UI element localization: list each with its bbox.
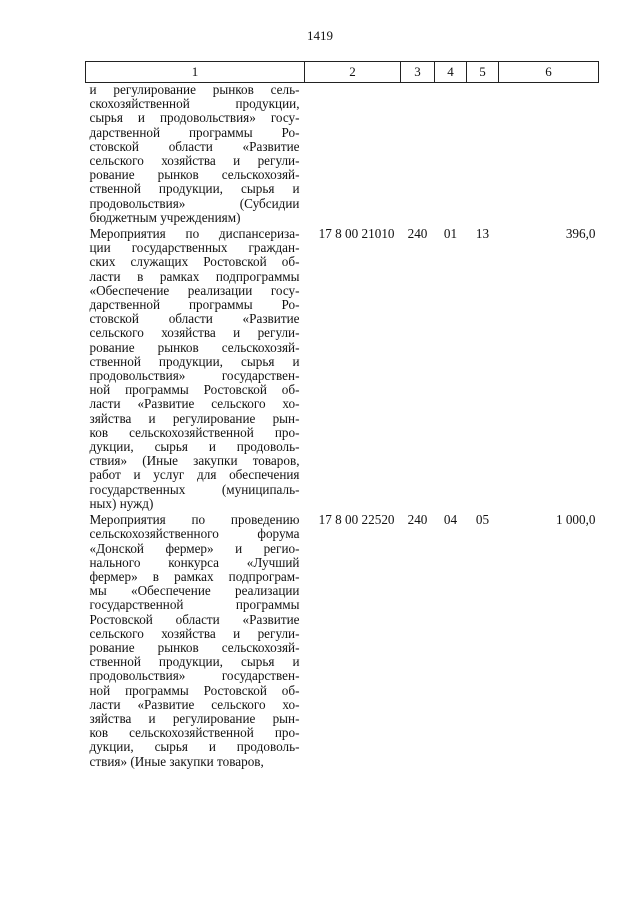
- row-description: [86, 513, 305, 771]
- amount-value: 1 000,0: [555, 512, 596, 528]
- description-line: рование рынков сельскохозяй-: [89, 167, 300, 183]
- description-line: Ростовской области «Развитие: [89, 611, 300, 627]
- description-line: фермер» в рамках подпрограм-: [89, 568, 300, 584]
- description-line: Мероприятия по диспансеризa-: [89, 226, 300, 242]
- subsection-code: [467, 83, 499, 228]
- amount-value: [499, 83, 599, 228]
- description-line: ственной продукции, сырья и: [89, 181, 300, 197]
- description-line: ной программы Ростовской об-: [89, 682, 300, 698]
- description-line: и регулирование рынков сель-: [89, 82, 300, 97]
- section-code: [435, 83, 467, 228]
- description-line: зяйства и регулирование рын-: [89, 410, 300, 426]
- description-line: работ и услуг для обеспечения: [89, 467, 300, 483]
- description-line: стовской области «Развитие: [89, 138, 300, 154]
- description-line: ских служащих Ростовской об-: [89, 254, 300, 270]
- description-line: ных) нужд): [89, 495, 154, 511]
- column-header-4: 4: [435, 62, 467, 83]
- description-line: ствия» (Иные закупки товаров,: [89, 453, 300, 469]
- description-line: Мероприятия по проведению: [89, 512, 300, 528]
- description-line: сельскохозяйственного форума: [89, 526, 300, 542]
- target-article-code: 17 8 00 21010: [318, 226, 395, 242]
- section-code: 04: [443, 512, 458, 528]
- description-line: сельского хозяйства и регули-: [89, 625, 300, 641]
- description-line: сельского хозяйства и регули-: [89, 153, 300, 169]
- description-line: ласти в рамках подпрограммы: [89, 268, 300, 284]
- description-line: бюджетным учреждениям): [89, 209, 241, 225]
- expense-type-code: [401, 83, 435, 228]
- table-row: [86, 513, 599, 771]
- budget-table: [85, 61, 599, 771]
- target-article-code: 17 8 00 22520: [318, 512, 395, 528]
- column-header-3: 3: [401, 62, 435, 83]
- subsection-code: 13: [475, 226, 490, 242]
- description-line: рование рынков сельскохозяй-: [89, 339, 300, 355]
- description-line: сырья и продовольствия» госу-: [89, 110, 300, 126]
- description-line: ков сельскохозяйственной про-: [89, 725, 300, 741]
- table-body: [86, 83, 599, 771]
- column-header-1: 1: [86, 62, 305, 83]
- description-line: стовской области «Развитие: [89, 311, 300, 327]
- description-line: нального конкурса «Лучший: [89, 554, 300, 570]
- description-line: государственной программы: [89, 597, 300, 613]
- description-line: «Донской фермер» и регио-: [89, 540, 300, 556]
- description-line: ственной продукции, сырья и: [89, 654, 300, 670]
- description-line: дукции, сырья и продоволь-: [89, 439, 300, 455]
- column-header-5: 5: [467, 62, 499, 83]
- description-line: дарственной программы Ро-: [89, 124, 300, 140]
- description-line: ной программы Ростовской об-: [89, 382, 300, 398]
- table-row: [86, 227, 599, 513]
- description-line: ласти «Развитие сельского хо-: [89, 396, 300, 412]
- description-line: государственных (муниципаль-: [89, 481, 300, 497]
- expense-type-code: 240: [407, 226, 428, 242]
- description-line: продовольствия» (Субсидии: [89, 195, 300, 211]
- description-line: дукции, сырья и продоволь-: [89, 739, 300, 755]
- row-description: [86, 83, 305, 228]
- page-number: 1419: [307, 28, 333, 43]
- description-line: мы «Обеспечение реализации: [89, 583, 300, 599]
- description-line: продовольствия» государствен-: [89, 668, 300, 684]
- section-code: 01: [443, 226, 458, 242]
- table-row: [86, 83, 599, 228]
- target-article-code: [305, 83, 401, 228]
- description-line: ласти «Развитие сельского хо-: [89, 696, 300, 712]
- description-line: ков сельскохозяйственной про-: [89, 424, 300, 440]
- description-line: ствия» (Иные закупки товаров,: [89, 753, 264, 769]
- description-line: сельского хозяйства и регули-: [89, 325, 300, 341]
- description-line: рование рынков сельскохозяй-: [89, 639, 300, 655]
- description-line: дарственной программы Ро-: [89, 297, 300, 313]
- expense-type-code: 240: [407, 512, 428, 528]
- description-line: продовольствия» государствен-: [89, 368, 300, 384]
- description-line: ственной продукции, сырья и: [89, 353, 300, 369]
- amount-value: 396,0: [565, 226, 596, 242]
- description-line: ции государственных граждан-: [89, 240, 300, 256]
- description-line: скохозяйственной продукции,: [89, 96, 300, 112]
- description-line: «Обеспечение реализации госу-: [89, 282, 300, 298]
- row-description: [86, 227, 305, 513]
- subsection-code: 05: [475, 512, 490, 528]
- column-header-2: 2: [305, 62, 401, 83]
- header-row: [86, 62, 599, 83]
- column-header-6: 6: [499, 62, 599, 83]
- description-line: зяйства и регулирование рын-: [89, 710, 300, 726]
- table-header: [86, 62, 599, 83]
